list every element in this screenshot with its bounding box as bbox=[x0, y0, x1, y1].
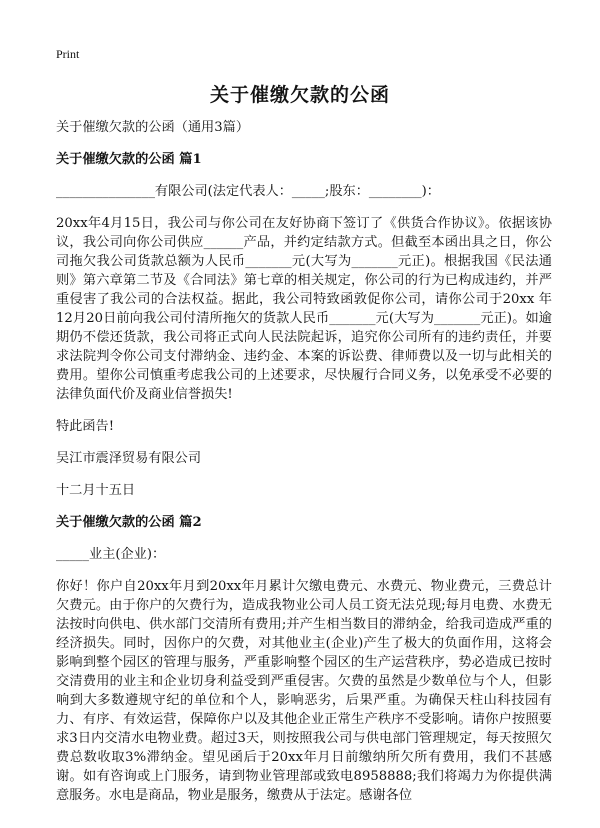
section-1-heading: 关于催缴欠款的公函 篇1 bbox=[56, 152, 202, 167]
section-1-body: 20xx年4月15日，我公司与你公司在友好协商下签订了《供货合作协议》。依据该协议，我公司向你公司供应______产品，并约定结款方式。但截至本函出具之日，你公司拖欠我公司货款总额为人民币_______元(大写为_______元正)。根据我国《民法通则》第六章第二节及《合同法》第七章的相关规定，你公司的行为已构成违约，并严重侵害了我公司的合法权益。据此，我公司特致函敦促你公司，请你公司于20xx 年12月20日前向我公司付清所拖欠的货款人民币_______元(大写为_______元正)。如逾期仍不偿还货款，我公司将正式向人民法院起诉，追究你公司所有的违约责任，并要求法院判令你公司支付滞纳金、违约金、本案的诉讼费、律师费以及一切与此相关的费用。望你公司慎重考虑我公司的上述要求，尽快履行合同义务，以免承受不必要的法律负面代价及商业信誉损失! bbox=[56, 216, 552, 402]
page-title: 关于催缴欠款的公函 bbox=[209, 84, 390, 106]
section-1-addressee: _______________有限公司(法定代表人：_____;股东：________)： bbox=[56, 184, 440, 199]
document-content bbox=[56, 118, 552, 818]
subtitle: 关于催缴欠款的公函（通用3篇） bbox=[56, 120, 250, 135]
section-1-date: 十二月十五日 bbox=[56, 483, 136, 498]
section-1-company: 吴江市震泽贸易有限公司 bbox=[56, 451, 202, 466]
print-label: Print bbox=[56, 47, 80, 61]
section-2-addressee: _____业主(企业)： bbox=[56, 547, 166, 562]
section-2-body: 你好！你户自20xx年月到20xx年月累计欠缴电费元、水费元、物业费元，三费总计欠费元。由于你户的欠费行为，造成我物业公司人员工资无法兑现;每月电费、水费无法按时向供电、供水部门交清所有费用;并产生相当数目的滞纳金，给我司造成严重的经济损失。同时，因你户的欠费，对其他业主(企业)产生了极大的负面作用，这将会影响到整个园区的管理与服务，严重影响整个园区的生产运营秩序，势必造成已按时交清费用的业主和企业切身利益受到严重侵害。欠费的虽然是少数单位与个人，但影响到大多数遵规守纪的单位和个人，影响恶劣，后果严重。为确保天柱山科技园有力、有序、有效运营，保障你户以及其他企业正常生产秩序不受影响。请你户按照要求3日内交清水电物业费。超过3天，则按照我公司与供电部门管理规定，每天按照欠费总数收取3%滞纳金。望见函后于20xx年月日前缴纳所欠所有费用，我们不甚感谢。如有咨询或上门服务，请到物业管理部或致电8958888;我们将竭力为你提供满意服务。水电是商品，物业是服务，缴费从于法定。感谢各位 bbox=[56, 579, 552, 803]
section-2-heading: 关于催缴欠款的公函 篇2 bbox=[56, 515, 202, 530]
section-1-closing: 特此函告! bbox=[56, 419, 115, 434]
